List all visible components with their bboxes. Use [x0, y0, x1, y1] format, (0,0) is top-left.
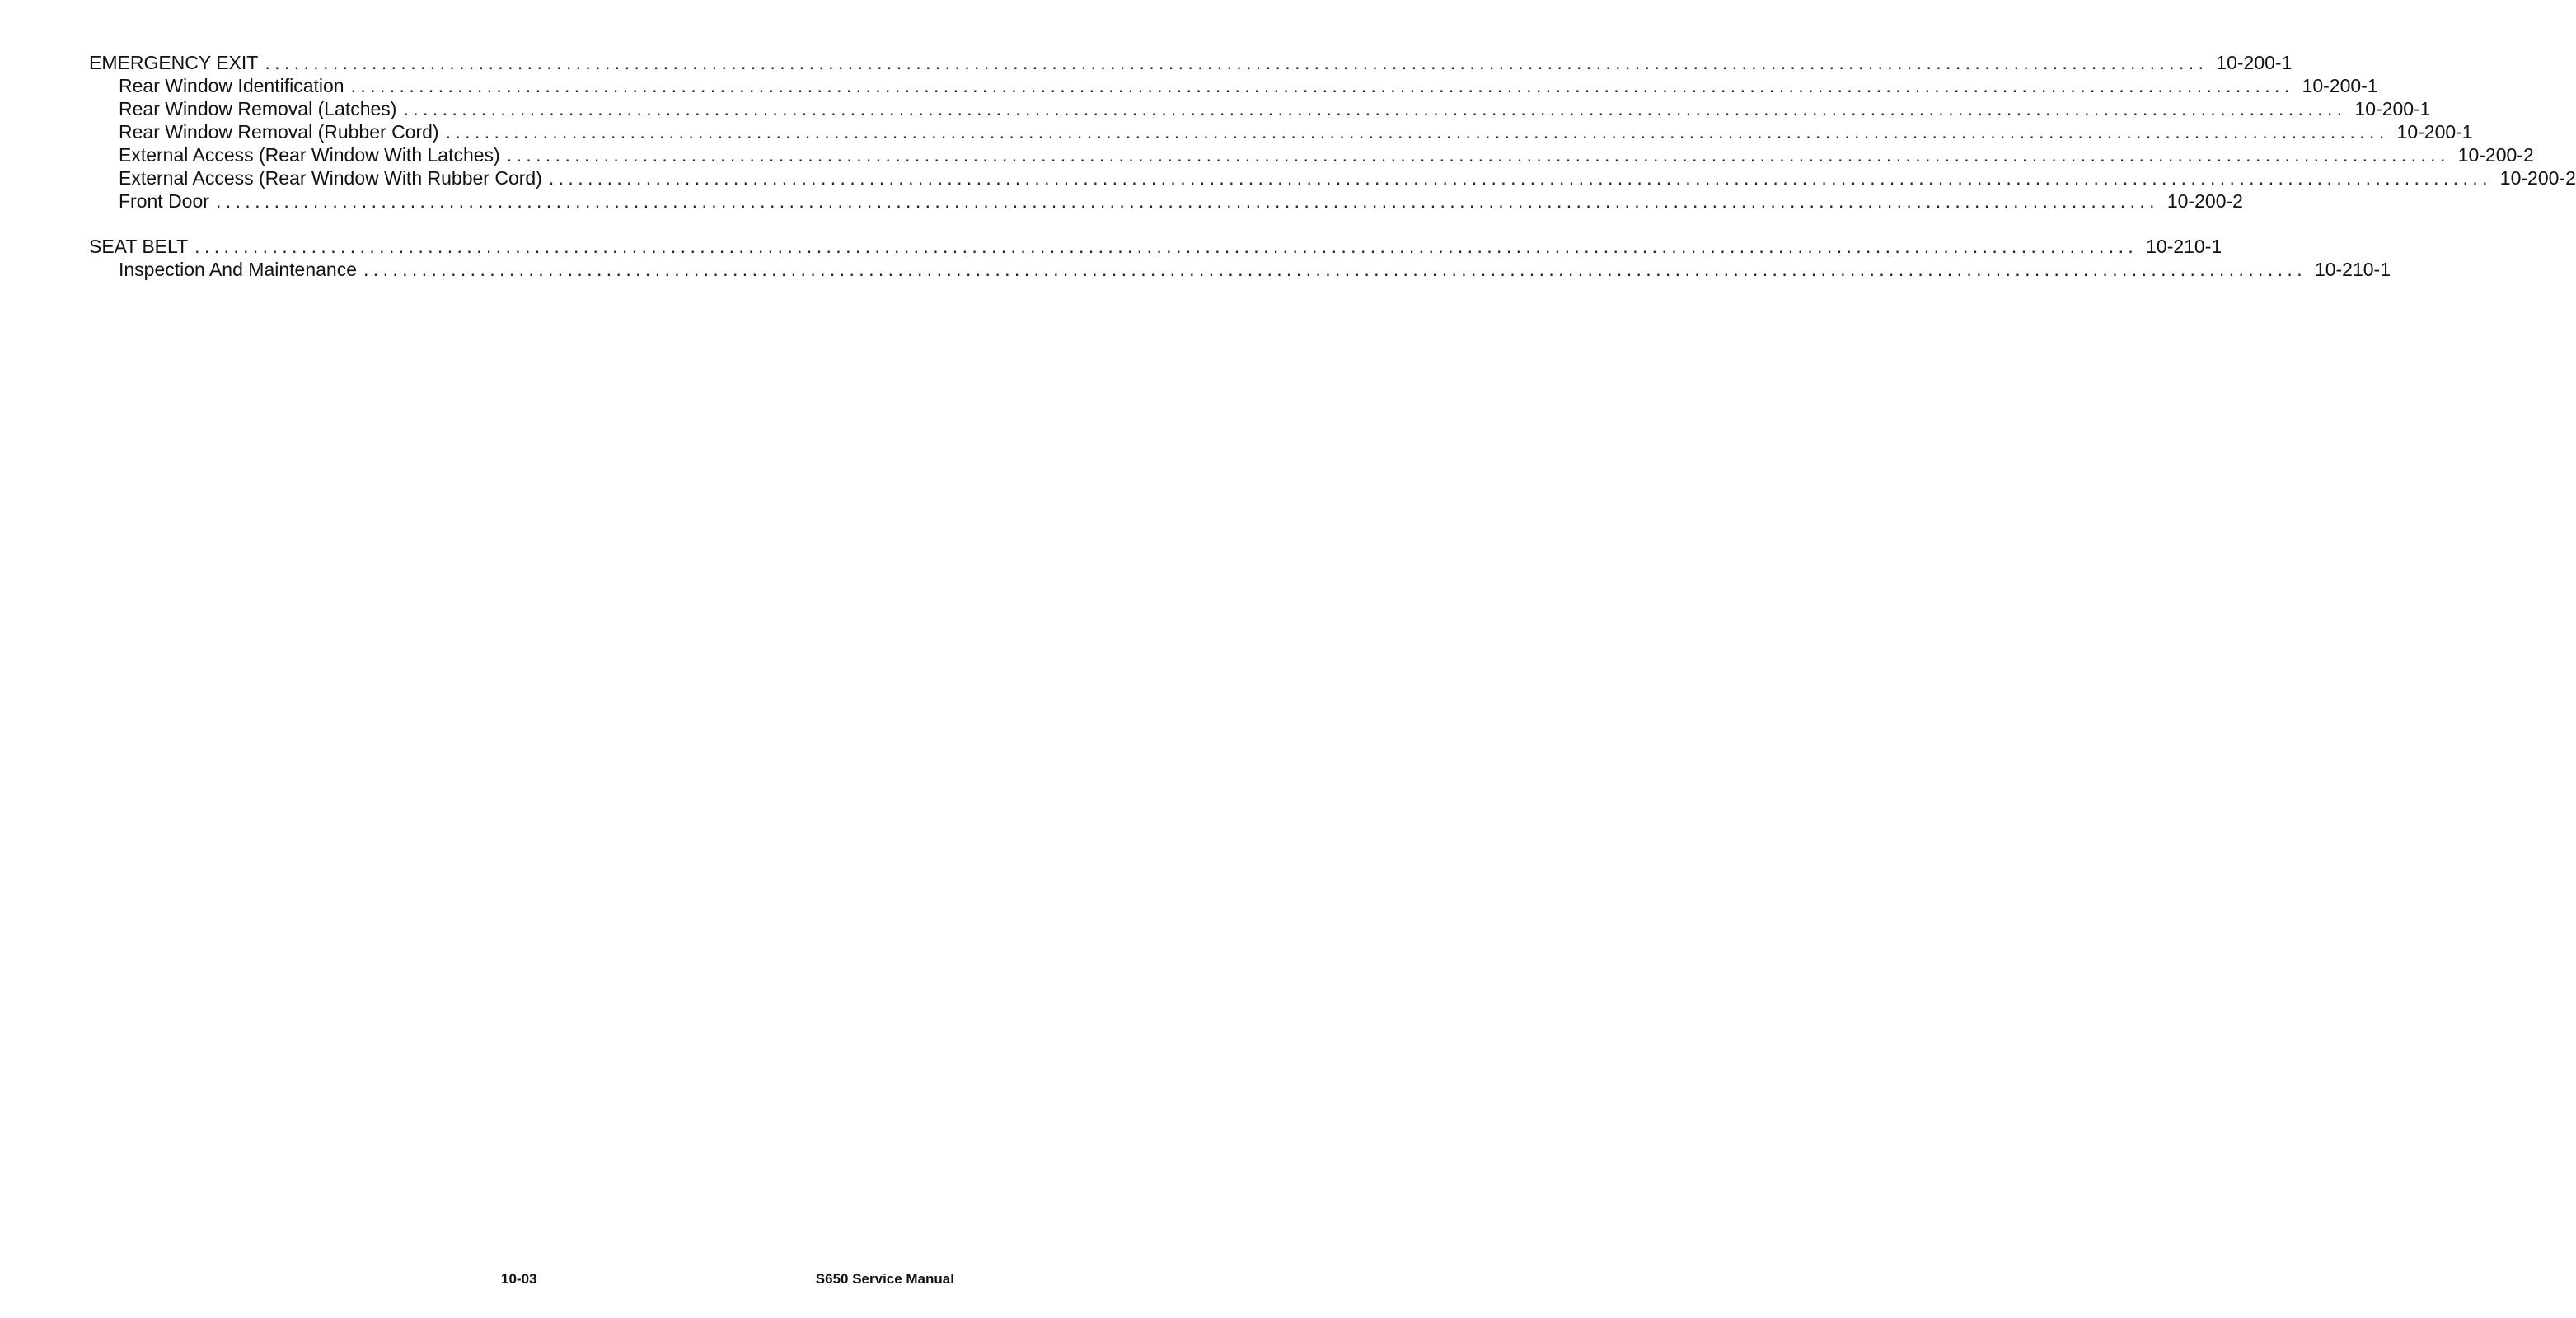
toc-heading-row[interactable]	[89, 51, 2293, 74]
toc-heading-title: SEAT BELT	[89, 236, 189, 257]
toc-entry-row[interactable]	[89, 74, 2378, 97]
toc-entry-row[interactable]	[89, 189, 2243, 213]
toc-page-number: 10-200-2	[2166, 190, 2243, 212]
toc-page-number: 10-200-1	[2354, 98, 2431, 119]
toc-heading-row[interactable]	[89, 235, 2222, 258]
dot-leader: ........................................................................................................................................................................................................	[403, 98, 2347, 119]
footer-manual-title: S650 Service Manual	[815, 1271, 954, 1287]
toc-entry-row[interactable]	[89, 143, 2534, 166]
dot-leader: ........................................................................................................................................................................................................	[265, 52, 2208, 73]
dot-leader: ........................................................................................................................................................................................................	[350, 75, 2294, 96]
toc-entry-title: Rear Window Removal (Rubber Cord)	[119, 121, 439, 143]
toc-page-number: 10-200-1	[2396, 121, 2473, 143]
footer-page-number: 10-03	[501, 1271, 537, 1287]
table-of-contents	[89, 51, 2576, 303]
toc-entry-title: External Access (Rear Window With Latches)	[119, 144, 500, 166]
toc-entry-title: Rear Window Identification	[119, 75, 344, 96]
toc-page-number: 10-200-2	[2499, 167, 2576, 189]
toc-section-emergency-exit	[89, 51, 2576, 213]
toc-page-number: 10-210-1	[2314, 259, 2391, 280]
dot-leader: ........................................................................................................................................................................................................	[363, 259, 2307, 280]
dot-leader: ........................................................................................................................................................................................................	[194, 236, 2138, 257]
toc-entry-title: Rear Window Removal (Latches)	[119, 98, 397, 119]
toc-page-number: 10-210-1	[2146, 236, 2222, 257]
toc-page-number: 10-200-1	[2302, 75, 2378, 96]
toc-page-number: 10-200-1	[2216, 52, 2293, 73]
dot-leader: ........................................................................................................................................................................................................	[445, 121, 2389, 143]
toc-heading-title: EMERGENCY EXIT	[89, 52, 259, 73]
dot-leader: ........................................................................................................................................................................................................	[506, 144, 2450, 166]
toc-section-seat-belt	[89, 235, 2391, 281]
toc-entry-title: Front Door	[119, 190, 209, 212]
dot-leader: ........................................................................................................................................................................................................	[215, 190, 2159, 212]
toc-entry-row[interactable]	[89, 258, 2391, 281]
dot-leader: ........................................................................................................................................................................................................	[548, 167, 2492, 189]
toc-entry-row[interactable]	[89, 120, 2473, 143]
toc-entry-title: External Access (Rear Window With Rubber Cord)	[119, 167, 542, 189]
toc-page-number: 10-200-2	[2457, 144, 2534, 166]
toc-entry-row[interactable]	[89, 166, 2576, 189]
toc-entry-row[interactable]	[89, 97, 2431, 120]
toc-entry-title: Inspection And Maintenance	[119, 259, 357, 280]
